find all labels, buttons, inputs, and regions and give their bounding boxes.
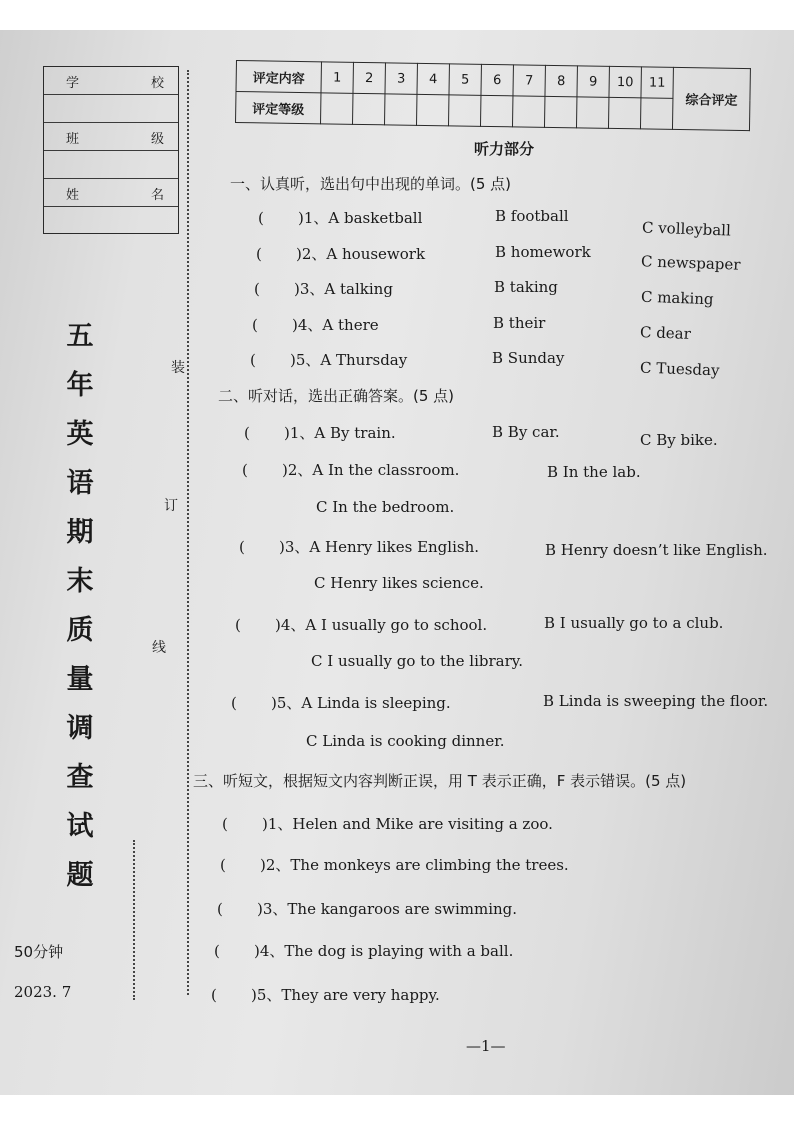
title-char: 英 xyxy=(66,419,94,450)
grade-cell[interactable] xyxy=(576,97,608,128)
section2-title: 二、听对话，选出正确答案。(5 点) xyxy=(218,387,455,405)
s2-q1-num: )1、 xyxy=(284,424,315,442)
s1-q3 xyxy=(254,278,393,299)
s1-q5-a: A Thursday xyxy=(320,351,408,369)
name-field[interactable] xyxy=(44,207,178,235)
s1-q3-c: C making xyxy=(640,287,714,309)
score-table xyxy=(235,60,751,131)
s1-q5 xyxy=(250,349,407,370)
s3-q2 xyxy=(220,854,569,875)
s3-q3 xyxy=(217,898,517,919)
s3-q3-num: )3、 xyxy=(257,900,288,918)
s3-q5-num: )5、 xyxy=(251,986,282,1004)
title-char: 五 xyxy=(66,321,94,352)
s1-q5-c: C Tuesday xyxy=(639,358,720,380)
s2-q5-num: )5、 xyxy=(271,694,302,712)
s1-q5-num: )5、 xyxy=(290,351,321,369)
s1-q1-b: B football xyxy=(495,207,569,225)
class-label-2: 级 xyxy=(150,132,164,147)
answer-paren[interactable]: ( xyxy=(244,424,250,442)
answer-paren[interactable]: ( xyxy=(252,316,258,334)
s1-q2-c: C newspaper xyxy=(640,252,741,274)
score-row2-label: 评定等级 xyxy=(236,92,321,124)
answer-paren[interactable]: ( xyxy=(239,538,245,556)
s2-q2-c: C In the bedroom. xyxy=(316,498,455,516)
score-col-6: 6 xyxy=(481,64,513,95)
s1-q3-num: )3、 xyxy=(294,280,325,298)
s3-q1 xyxy=(222,813,553,834)
s1-q1-num: )1、 xyxy=(298,209,329,227)
binding-char-ding: 订 xyxy=(164,498,178,514)
s3-q4-text: The dog is playing with a ball. xyxy=(284,942,514,960)
title-char: 质 xyxy=(66,615,94,646)
grade-cell[interactable] xyxy=(353,93,385,124)
s1-q4-c: C dear xyxy=(639,323,692,343)
s2-q3-num: )3、 xyxy=(279,538,310,556)
s3-q4 xyxy=(214,940,513,961)
s2-q3 xyxy=(239,536,479,557)
grade-cell[interactable] xyxy=(640,98,672,129)
s1-q2-b: B homework xyxy=(495,243,591,261)
answer-paren[interactable]: ( xyxy=(214,942,220,960)
s1-q2-num: )2、 xyxy=(296,245,327,263)
answer-paren[interactable]: ( xyxy=(250,351,256,369)
grade-cell[interactable] xyxy=(384,94,416,125)
section1-title: 一、认真听，选出句中出现的单词。(5 点) xyxy=(230,175,512,193)
s1-q1 xyxy=(258,207,422,228)
grade-cell[interactable] xyxy=(321,93,353,124)
s2-q5-b: B Linda is sweeping the floor. xyxy=(543,692,769,710)
s2-q4 xyxy=(235,614,487,635)
s3-q3-text: The kangaroos are swimming. xyxy=(287,900,518,918)
s2-q2-num: )2、 xyxy=(282,461,313,479)
s2-q1-c: C By bike. xyxy=(640,431,718,449)
s2-q2-a: A In the classroom. xyxy=(312,461,460,479)
page-number: —1— xyxy=(466,1037,506,1055)
school-label-2: 校 xyxy=(150,76,164,91)
s1-q4-a: A there xyxy=(322,316,379,334)
score-col-8: 8 xyxy=(545,65,577,96)
s2-q3-b: B Henry doesn’t like English. xyxy=(545,541,768,559)
grade-cell[interactable] xyxy=(480,95,512,126)
score-col-5: 5 xyxy=(449,64,481,95)
s1-q1-a: A basketball xyxy=(328,209,423,227)
s3-q1-num: )1、 xyxy=(262,815,293,833)
score-col-3: 3 xyxy=(385,63,417,94)
s3-q4-num: )4、 xyxy=(254,942,285,960)
s1-q4-b: B their xyxy=(493,314,546,332)
binding-dotted-line xyxy=(187,70,189,995)
exam-date: 2023. 7 xyxy=(14,983,72,1001)
answer-paren[interactable]: ( xyxy=(220,856,226,874)
s2-q5-c: C Linda is cooking dinner. xyxy=(306,732,505,750)
s2-q5-a: A Linda is sleeping. xyxy=(301,694,451,712)
s2-q1-b: B By car. xyxy=(492,423,560,441)
answer-paren[interactable]: ( xyxy=(242,461,248,479)
name-label-1: 姓 xyxy=(66,188,80,203)
student-info-box xyxy=(43,66,179,234)
binding-char-zhuang: 装 xyxy=(171,360,185,376)
answer-paren[interactable]: ( xyxy=(211,986,217,1004)
class-row xyxy=(44,123,178,151)
s1-q2 xyxy=(256,243,425,264)
title-char: 期 xyxy=(66,517,94,548)
title-char: 调 xyxy=(66,713,94,744)
class-field[interactable] xyxy=(44,151,178,179)
grade-cell[interactable] xyxy=(416,94,448,125)
binding-char-xian: 线 xyxy=(152,640,166,656)
title-char: 末 xyxy=(66,566,94,597)
s2-q1-a: A By train. xyxy=(314,424,396,442)
s2-q2-b: B In the lab. xyxy=(547,463,641,481)
score-col-10: 10 xyxy=(609,66,641,97)
score-col-4: 4 xyxy=(417,63,449,94)
s1-q4 xyxy=(252,314,379,335)
answer-paren[interactable]: ( xyxy=(217,900,223,918)
s3-q5-text: They are very happy. xyxy=(281,986,440,1004)
s1-q3-a: A talking xyxy=(324,280,393,298)
section3-title: 三、听短文，根据短文内容判断正误，用 T 表示正确，F 表示错误。(5 点) xyxy=(193,772,687,790)
title-char: 题 xyxy=(66,860,94,891)
s1-q1-c: C volleyball xyxy=(641,218,732,240)
s2-q4-c: C I usually go to the library. xyxy=(311,652,524,670)
score-col-2: 2 xyxy=(353,62,385,93)
s2-q1 xyxy=(244,422,396,443)
s3-q2-num: )2、 xyxy=(260,856,291,874)
grade-cell[interactable] xyxy=(544,96,576,127)
s2-q4-a: A I usually go to school. xyxy=(305,616,488,634)
answer-paren[interactable]: ( xyxy=(231,694,237,712)
answer-paren[interactable]: ( xyxy=(235,616,241,634)
exam-duration: 50分钟 xyxy=(14,943,64,961)
s3-q2-text: The monkeys are climbing the trees. xyxy=(290,856,569,874)
score-col-7: 7 xyxy=(513,65,545,96)
answer-paren[interactable]: ( xyxy=(256,245,262,263)
s2-q5 xyxy=(231,692,451,713)
title-char: 查 xyxy=(66,762,94,793)
score-col-1: 1 xyxy=(321,62,353,93)
school-field[interactable] xyxy=(44,95,178,123)
grade-cell[interactable] xyxy=(512,96,544,127)
name-label-2: 名 xyxy=(150,188,164,203)
title-char: 量 xyxy=(66,664,94,695)
s1-q2-a: A housework xyxy=(326,245,426,263)
title-char: 语 xyxy=(66,468,94,499)
name-row xyxy=(44,179,178,207)
answer-paren[interactable]: ( xyxy=(254,280,260,298)
answer-paren[interactable]: ( xyxy=(258,209,264,227)
score-total-label: 综合评定 xyxy=(672,67,750,130)
s1-q4-num: )4、 xyxy=(292,316,323,334)
score-col-9: 9 xyxy=(577,66,609,97)
class-label-1: 班 xyxy=(66,132,80,147)
left-dotted-line xyxy=(133,840,135,1000)
score-row1-label: 评定内容 xyxy=(236,61,321,93)
school-row xyxy=(44,67,178,95)
s1-q5-b: B Sunday xyxy=(492,349,565,367)
s2-q4-b: B I usually go to a club. xyxy=(544,614,724,632)
school-label-1: 学 xyxy=(66,76,80,91)
score-col-11: 11 xyxy=(641,67,673,98)
grade-cell[interactable] xyxy=(608,97,640,128)
s1-q3-b: B taking xyxy=(494,278,558,296)
title-char: 试 xyxy=(66,811,94,842)
s2-q3-c: C Henry likes science. xyxy=(314,574,484,592)
answer-paren[interactable]: ( xyxy=(222,815,228,833)
grade-cell[interactable] xyxy=(448,95,480,126)
s2-q4-num: )4、 xyxy=(275,616,306,634)
title-char: 年 xyxy=(66,370,94,401)
s2-q2 xyxy=(242,459,459,480)
s2-q3-a: A Henry likes English. xyxy=(309,538,479,556)
s3-q1-text: Helen and Mike are visiting a zoo. xyxy=(292,815,553,833)
exam-title-vertical xyxy=(60,312,100,900)
listening-heading: 听力部分 xyxy=(474,140,535,158)
s3-q5 xyxy=(211,984,440,1005)
